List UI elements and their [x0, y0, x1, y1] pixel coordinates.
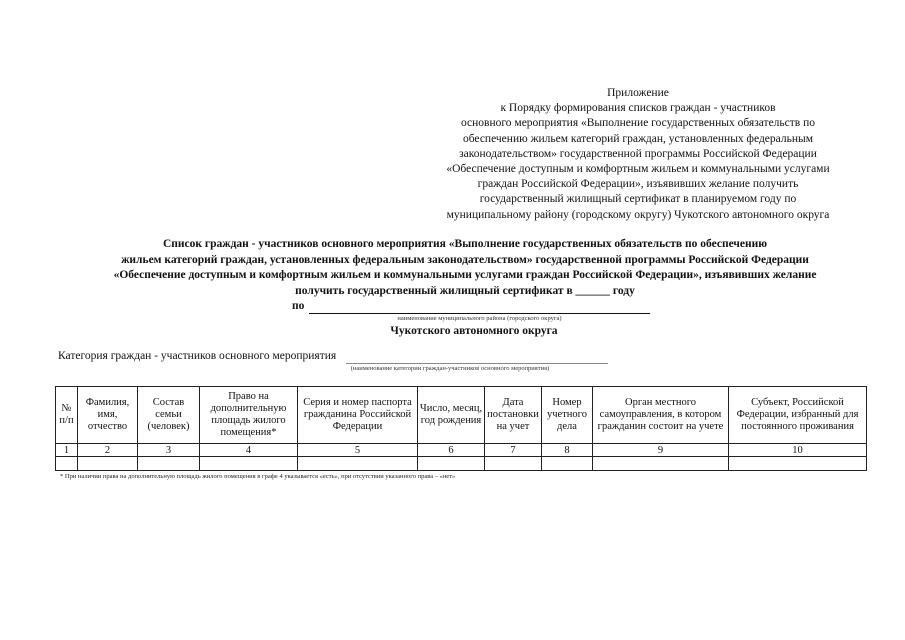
col-header-family: Состав семьи (человек)	[138, 387, 200, 444]
table-cell[interactable]	[729, 457, 867, 471]
appendix-line: к Порядку формирования списков граждан - участников	[500, 102, 776, 115]
appendix-line: муниципальному району (городскому округу) Чукотского автономного округа	[446, 208, 830, 221]
col-number: 9	[593, 444, 729, 457]
appendix-line: Приложение	[607, 87, 669, 99]
title-line: получить государственный жилищный сертификат в ______ году	[295, 284, 635, 297]
col-number: 5	[298, 444, 418, 457]
col-header-fullname: Фамилия, имя, отчество	[78, 387, 138, 444]
col-header-case-number: Номер учетного дела	[542, 387, 593, 444]
po-label: по	[292, 300, 305, 312]
col-number: 4	[200, 444, 298, 457]
col-header-registration-date: Дата постановки на учет	[485, 387, 542, 444]
table-row	[56, 457, 867, 471]
col-header-passport: Серия и номер паспорта гражданина Российской Федерации	[298, 387, 418, 444]
col-header-extra-area: Право на дополнительную площадь жилого помещения*	[200, 387, 298, 444]
citizens-table	[55, 386, 867, 471]
table-cell[interactable]	[56, 457, 78, 471]
appendix-block	[418, 86, 858, 223]
col-header-birthdate: Число, месяц, год рождения	[418, 387, 485, 444]
appendix-line: «Обеспечение доступным и комфортным жильем и коммунальными услугами	[446, 163, 830, 176]
table-cell[interactable]	[138, 457, 200, 471]
col-number: 6	[418, 444, 485, 457]
okrug-title: Чукотского автономного округа	[390, 325, 558, 337]
table-cell[interactable]	[593, 457, 729, 471]
title-line: «Обеспечение доступным и комфортным жильем и коммунальными услугами граждан Российской Федерации», изъявивших желание	[113, 269, 817, 282]
table-header-row	[56, 387, 867, 444]
col-header-chosen-region: Субъект, Российской Федерации, избранный для постоянного проживания	[729, 387, 867, 444]
table-cell[interactable]	[542, 457, 593, 471]
col-number: 8	[542, 444, 593, 457]
document-title	[60, 237, 870, 299]
col-number: 1	[56, 444, 78, 457]
table-cell[interactable]	[78, 457, 138, 471]
footnote: * При наличии права на дополнительную площадь жилого помещения в графе 4 указывается «есть», при отсутствии указанного права – «нет»	[60, 473, 456, 480]
appendix-line: основного мероприятия «Выполнение государственных обязательств по	[460, 117, 815, 130]
col-header-number: № п/п	[56, 387, 78, 444]
table-cell[interactable]	[485, 457, 542, 471]
col-number: 3	[138, 444, 200, 457]
appendix-line: граждан Российской Федерации», изъявивших желание получить	[477, 178, 799, 191]
table-cell[interactable]	[298, 457, 418, 471]
col-header-local-authority: Орган местного самоуправления, в котором гражданин состоит на учете	[593, 387, 729, 444]
category-field-note: (наименование категории граждан-участников основного мероприятия)	[350, 365, 550, 372]
appendix-line: законодательством» государственной программы Российской Федерации	[459, 147, 817, 160]
table-cell[interactable]	[200, 457, 298, 471]
municipality-field-note: наименование муниципального района (городского округа)	[397, 315, 562, 322]
appendix-line: обеспечению жильем категорий граждан, установленных федеральным	[462, 132, 814, 145]
appendix-line: государственный жилищный сертификат в планируемом году по	[479, 193, 797, 206]
col-number: 2	[78, 444, 138, 457]
col-number: 10	[729, 444, 867, 457]
table-number-row	[56, 444, 867, 457]
title-line: Список граждан - участников основного мероприятия «Выполнение государственных обязательств по обеспечению	[162, 238, 768, 250]
table-cell[interactable]	[418, 457, 485, 471]
category-field-line[interactable]	[346, 363, 608, 364]
category-label: Категория граждан - участников основного мероприятия	[58, 350, 337, 362]
municipality-field-line[interactable]	[309, 313, 650, 314]
col-number: 7	[485, 444, 542, 457]
title-line: жильем категорий граждан, установленных федеральным законодательством» государственной программы Российской Федерации	[121, 253, 809, 266]
